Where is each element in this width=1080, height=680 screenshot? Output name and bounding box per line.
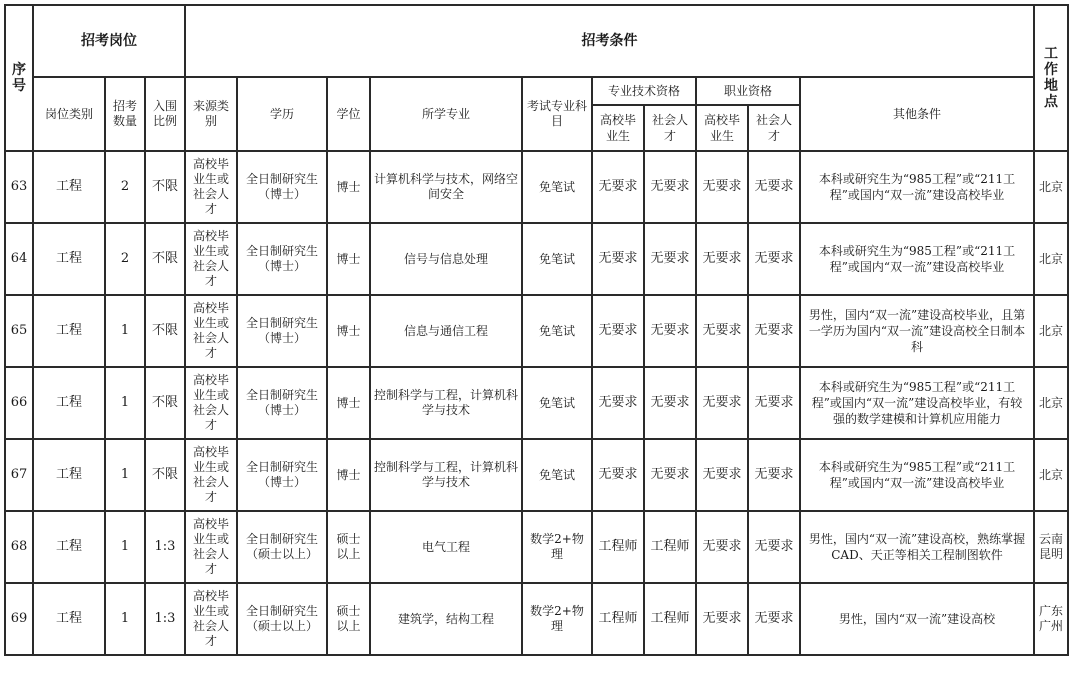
cell-count: 1 (105, 295, 145, 367)
cell-degree: 博士 (327, 151, 370, 223)
cell-tech-social: 工程师 (644, 583, 696, 655)
cell-major: 控制科学与工程，计算机科学与技术 (370, 439, 522, 511)
cell-ratio: 1:3 (145, 583, 185, 655)
cell-other: 男性，国内“双一流”建设高校，熟练掌握CAD、天正等相关工程制图软件 (800, 511, 1034, 583)
cell-job-social: 无要求 (748, 295, 800, 367)
cell-location: 云南昆明 (1034, 511, 1068, 583)
cell-job-social: 无要求 (748, 367, 800, 439)
cell-job-social: 无要求 (748, 583, 800, 655)
cell-category: 工程 (33, 151, 105, 223)
cell-seq: 63 (5, 151, 33, 223)
cell-tech-graduate: 无要求 (592, 151, 644, 223)
cell-source: 高校毕业生或社会人才 (185, 223, 237, 295)
header-seq: 序号 (5, 5, 33, 151)
cell-seq: 65 (5, 295, 33, 367)
cell-major: 电气工程 (370, 511, 522, 583)
cell-degree: 博士 (327, 367, 370, 439)
cell-education: 全日制研究生（博士） (237, 295, 327, 367)
cell-degree: 博士 (327, 295, 370, 367)
cell-job-graduate: 无要求 (696, 367, 748, 439)
cell-tech-social: 无要求 (644, 439, 696, 511)
cell-education: 全日制研究生（硕士以上） (237, 583, 327, 655)
cell-other: 本科或研究生为“985工程”或“211工程”或国内“双一流”建设高校毕业 (800, 223, 1034, 295)
header-conditions-group: 招考条件 (185, 5, 1034, 77)
cell-seq: 66 (5, 367, 33, 439)
cell-other: 本科或研究生为“985工程”或“211工程”或国内“双一流”建设高校毕业，有较强的数学建模和计算机应用能力 (800, 367, 1034, 439)
header-major: 所学专业 (370, 77, 522, 151)
cell-seq: 64 (5, 223, 33, 295)
cell-job-social: 无要求 (748, 223, 800, 295)
cell-degree: 博士 (327, 223, 370, 295)
cell-tech-social: 无要求 (644, 223, 696, 295)
cell-major: 建筑学，结构工程 (370, 583, 522, 655)
header-job-qual: 职业资格 (696, 77, 800, 105)
cell-ratio: 不限 (145, 439, 185, 511)
cell-seq: 67 (5, 439, 33, 511)
cell-source: 高校毕业生或社会人才 (185, 583, 237, 655)
cell-tech-social: 无要求 (644, 295, 696, 367)
cell-tech-social: 无要求 (644, 367, 696, 439)
cell-job-graduate: 无要求 (696, 439, 748, 511)
table-row (5, 223, 1068, 295)
cell-exam: 免笔试 (522, 295, 592, 367)
cell-seq: 69 (5, 583, 33, 655)
cell-ratio: 不限 (145, 223, 185, 295)
header-position-group: 招考岗位 (33, 5, 185, 77)
cell-other: 男性，国内“双一流”建设高校 (800, 583, 1034, 655)
cell-job-social: 无要求 (748, 439, 800, 511)
cell-source: 高校毕业生或社会人才 (185, 439, 237, 511)
cell-count: 1 (105, 439, 145, 511)
cell-major: 信号与信息处理 (370, 223, 522, 295)
cell-location: 北京 (1034, 439, 1068, 511)
cell-location: 北京 (1034, 295, 1068, 367)
header-job-graduate: 高校毕业生 (696, 105, 748, 151)
cell-exam: 免笔试 (522, 151, 592, 223)
header-ratio: 入围比例 (145, 77, 185, 151)
cell-source: 高校毕业生或社会人才 (185, 295, 237, 367)
cell-other: 本科或研究生为“985工程”或“211工程”或国内“双一流”建设高校毕业 (800, 439, 1034, 511)
cell-job-graduate: 无要求 (696, 223, 748, 295)
cell-degree: 博士 (327, 439, 370, 511)
cell-tech-graduate: 无要求 (592, 439, 644, 511)
header-job-social: 社会人才 (748, 105, 800, 151)
header-count: 招考数量 (105, 77, 145, 151)
cell-tech-graduate: 无要求 (592, 295, 644, 367)
table-row (5, 367, 1068, 439)
table-row (5, 583, 1068, 655)
cell-category: 工程 (33, 223, 105, 295)
cell-ratio: 1:3 (145, 511, 185, 583)
cell-education: 全日制研究生（硕士以上） (237, 511, 327, 583)
cell-category: 工程 (33, 439, 105, 511)
recruitment-table (4, 4, 1069, 656)
cell-seq: 68 (5, 511, 33, 583)
header-category: 岗位类别 (33, 77, 105, 151)
cell-tech-graduate: 无要求 (592, 223, 644, 295)
cell-degree: 硕士以上 (327, 583, 370, 655)
cell-education: 全日制研究生（博士） (237, 151, 327, 223)
cell-category: 工程 (33, 295, 105, 367)
table-row (5, 151, 1068, 223)
cell-category: 工程 (33, 583, 105, 655)
cell-job-social: 无要求 (748, 511, 800, 583)
cell-location: 北京 (1034, 151, 1068, 223)
header-exam: 考试专业科目 (522, 77, 592, 151)
cell-tech-social: 无要求 (644, 151, 696, 223)
cell-source: 高校毕业生或社会人才 (185, 511, 237, 583)
cell-exam: 免笔试 (522, 439, 592, 511)
table-body (5, 5, 1068, 655)
header-row-1 (5, 5, 1068, 77)
cell-major: 控制科学与工程，计算机科学与技术 (370, 367, 522, 439)
cell-job-graduate: 无要求 (696, 583, 748, 655)
cell-category: 工程 (33, 511, 105, 583)
cell-exam: 数学2+物理 (522, 583, 592, 655)
cell-exam: 数学2+物理 (522, 511, 592, 583)
cell-tech-graduate: 无要求 (592, 367, 644, 439)
cell-source: 高校毕业生或社会人才 (185, 151, 237, 223)
header-education: 学历 (237, 77, 327, 151)
cell-other: 男性，国内“双一流”建设高校毕业，且第一学历为国内“双一流”建设高校全日制本科 (800, 295, 1034, 367)
table-row (5, 295, 1068, 367)
cell-count: 1 (105, 511, 145, 583)
cell-job-graduate: 无要求 (696, 511, 748, 583)
cell-count: 2 (105, 223, 145, 295)
cell-education: 全日制研究生（博士） (237, 223, 327, 295)
cell-tech-graduate: 工程师 (592, 511, 644, 583)
header-row-2 (5, 77, 1068, 105)
cell-category: 工程 (33, 367, 105, 439)
table-row (5, 511, 1068, 583)
cell-count: 1 (105, 583, 145, 655)
header-other: 其他条件 (800, 77, 1034, 151)
cell-job-graduate: 无要求 (696, 151, 748, 223)
cell-other: 本科或研究生为“985工程”或“211工程”或国内“双一流”建设高校毕业 (800, 151, 1034, 223)
header-tech-qual: 专业技术资格 (592, 77, 696, 105)
cell-ratio: 不限 (145, 151, 185, 223)
cell-job-social: 无要求 (748, 151, 800, 223)
cell-exam: 免笔试 (522, 223, 592, 295)
header-degree: 学位 (327, 77, 370, 151)
cell-major: 计算机科学与技术，网络空间安全 (370, 151, 522, 223)
cell-job-graduate: 无要求 (696, 295, 748, 367)
header-source: 来源类别 (185, 77, 237, 151)
cell-location: 北京 (1034, 367, 1068, 439)
cell-degree: 硕士以上 (327, 511, 370, 583)
cell-count: 2 (105, 151, 145, 223)
header-tech-social: 社会人才 (644, 105, 696, 151)
cell-source: 高校毕业生或社会人才 (185, 367, 237, 439)
cell-ratio: 不限 (145, 295, 185, 367)
cell-location: 广东广州 (1034, 583, 1068, 655)
cell-count: 1 (105, 367, 145, 439)
table-row (5, 439, 1068, 511)
cell-exam: 免笔试 (522, 367, 592, 439)
cell-tech-graduate: 工程师 (592, 583, 644, 655)
cell-major: 信息与通信工程 (370, 295, 522, 367)
cell-location: 北京 (1034, 223, 1068, 295)
cell-education: 全日制研究生（博士） (237, 439, 327, 511)
header-location: 工作地点 (1034, 5, 1068, 151)
cell-ratio: 不限 (145, 367, 185, 439)
cell-education: 全日制研究生（博士） (237, 367, 327, 439)
header-tech-graduate: 高校毕业生 (592, 105, 644, 151)
cell-tech-social: 工程师 (644, 511, 696, 583)
